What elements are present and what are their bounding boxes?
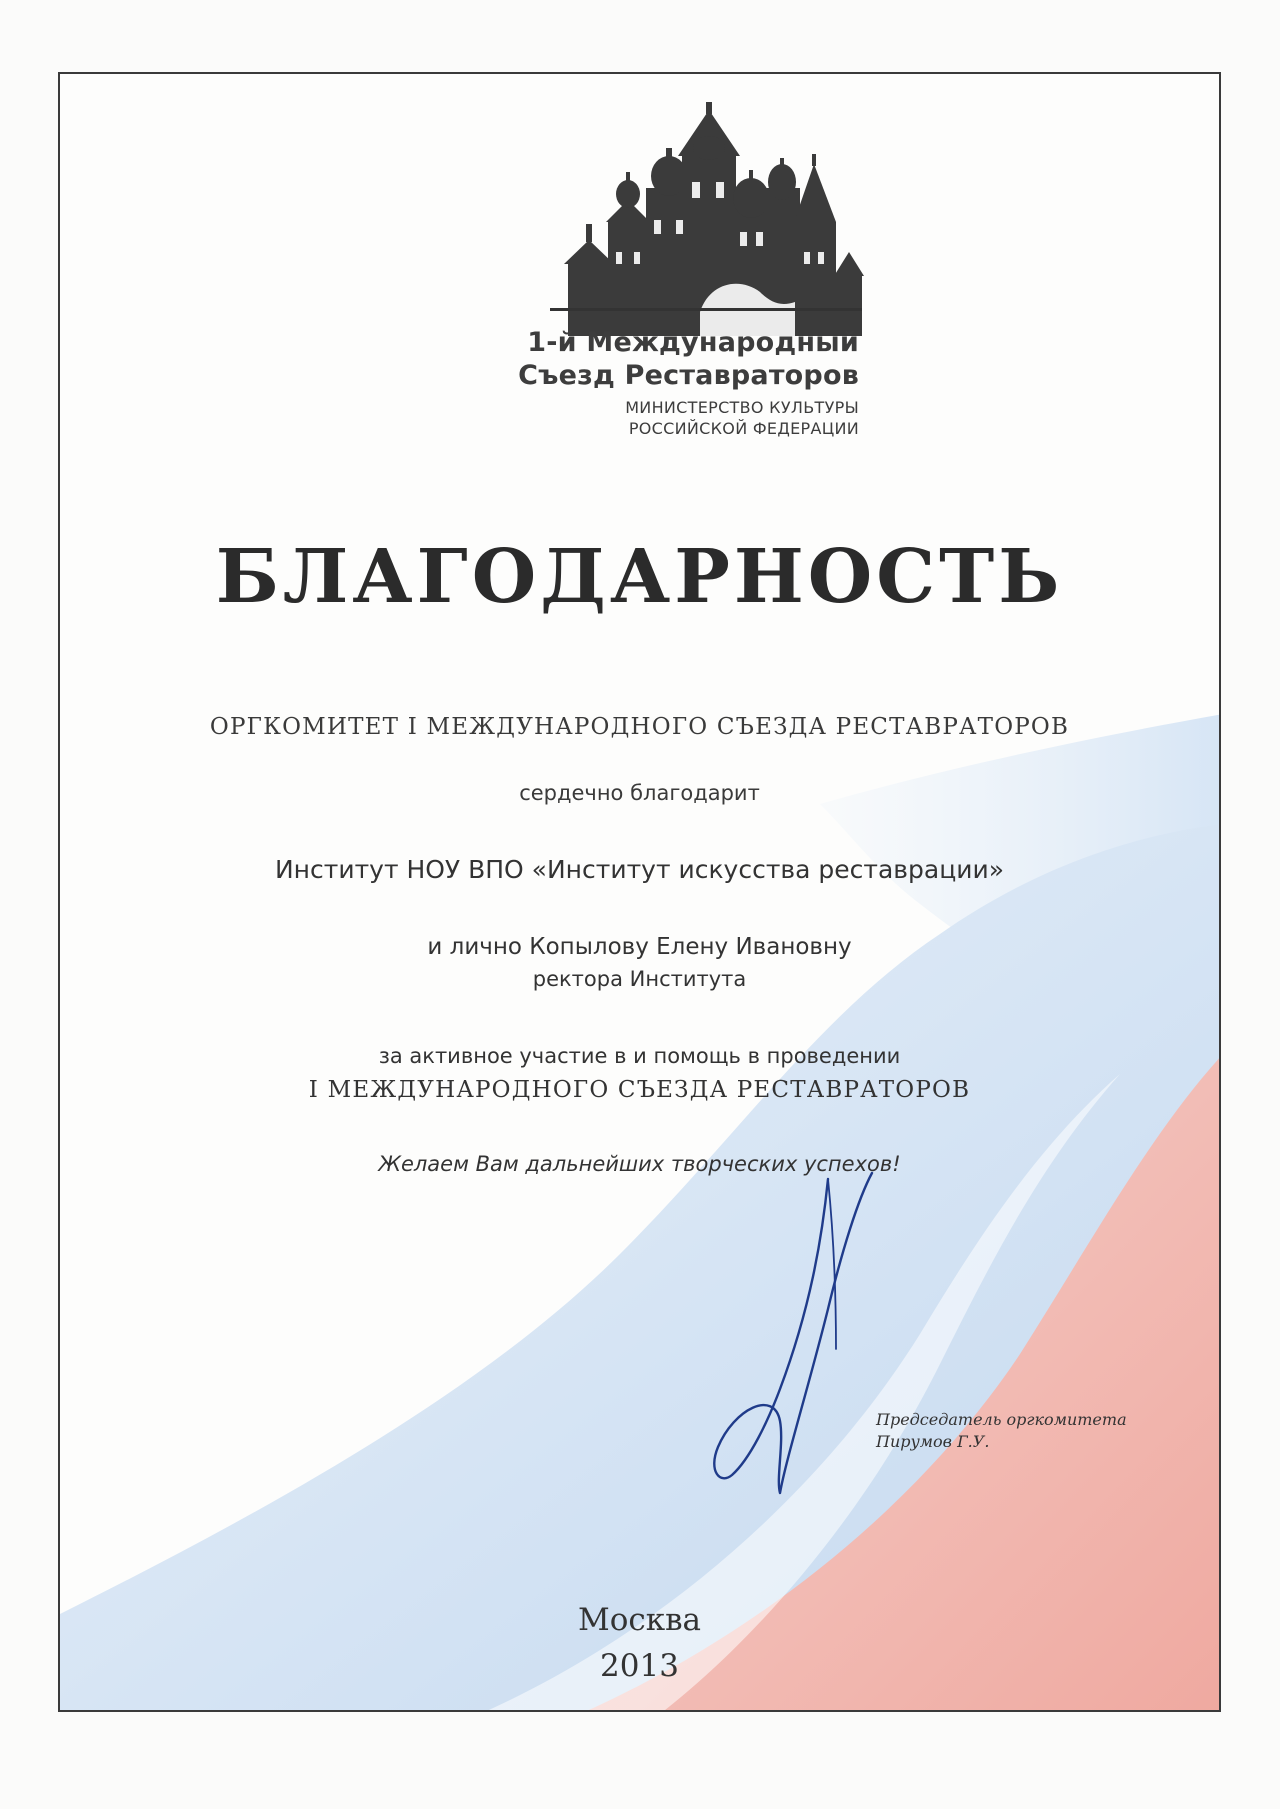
reason-line: за активное участие в и помощь в проведении <box>378 1044 901 1068</box>
logo-title-line2: Съезд Реставраторов <box>518 360 859 391</box>
logo-title-line1: 1-й Международный <box>527 327 859 358</box>
signatory-block <box>876 1409 1127 1453</box>
cathedral-icon <box>550 102 870 350</box>
recipient-name: и лично Копылову Елену Ивановну <box>427 934 852 960</box>
institution-name: Институт НОУ ВПО «Институт искусства реставрации» <box>274 855 1005 884</box>
event-name: I МЕЖДУНАРОДНОГО СЪЕЗДА РЕСТАВРАТОРОВ <box>308 1077 971 1103</box>
event-logo-text <box>518 326 859 439</box>
thanks-line: сердечно благодарит <box>519 781 760 805</box>
city: Москва <box>577 1602 702 1638</box>
signatory-name: Пирумов Г.У. <box>876 1432 990 1451</box>
logo-rule <box>550 308 862 311</box>
logo-ministry-line1: МИНИСТЕРСТВО КУЛЬТУРЫ <box>625 398 859 417</box>
certificate-title: БЛАГОДАРНОСТЬ <box>215 534 1064 620</box>
organizer-line: ОРГКОМИТЕТ I МЕЖДУНАРОДНОГО СЪЕЗДА РЕСТАВРАТОРОВ <box>209 714 1070 740</box>
wish-line: Желаем Вам дальнейших творческих успехов! <box>378 1152 901 1176</box>
logo-ministry-line2: РОССИЙСКОЙ ФЕДЕРАЦИИ <box>628 419 859 438</box>
certificate-frame <box>58 72 1221 1712</box>
recipient-role: ректора Института <box>532 967 747 991</box>
signatory-position: Председатель оргкомитета <box>876 1410 1127 1429</box>
year: 2013 <box>600 1648 679 1684</box>
